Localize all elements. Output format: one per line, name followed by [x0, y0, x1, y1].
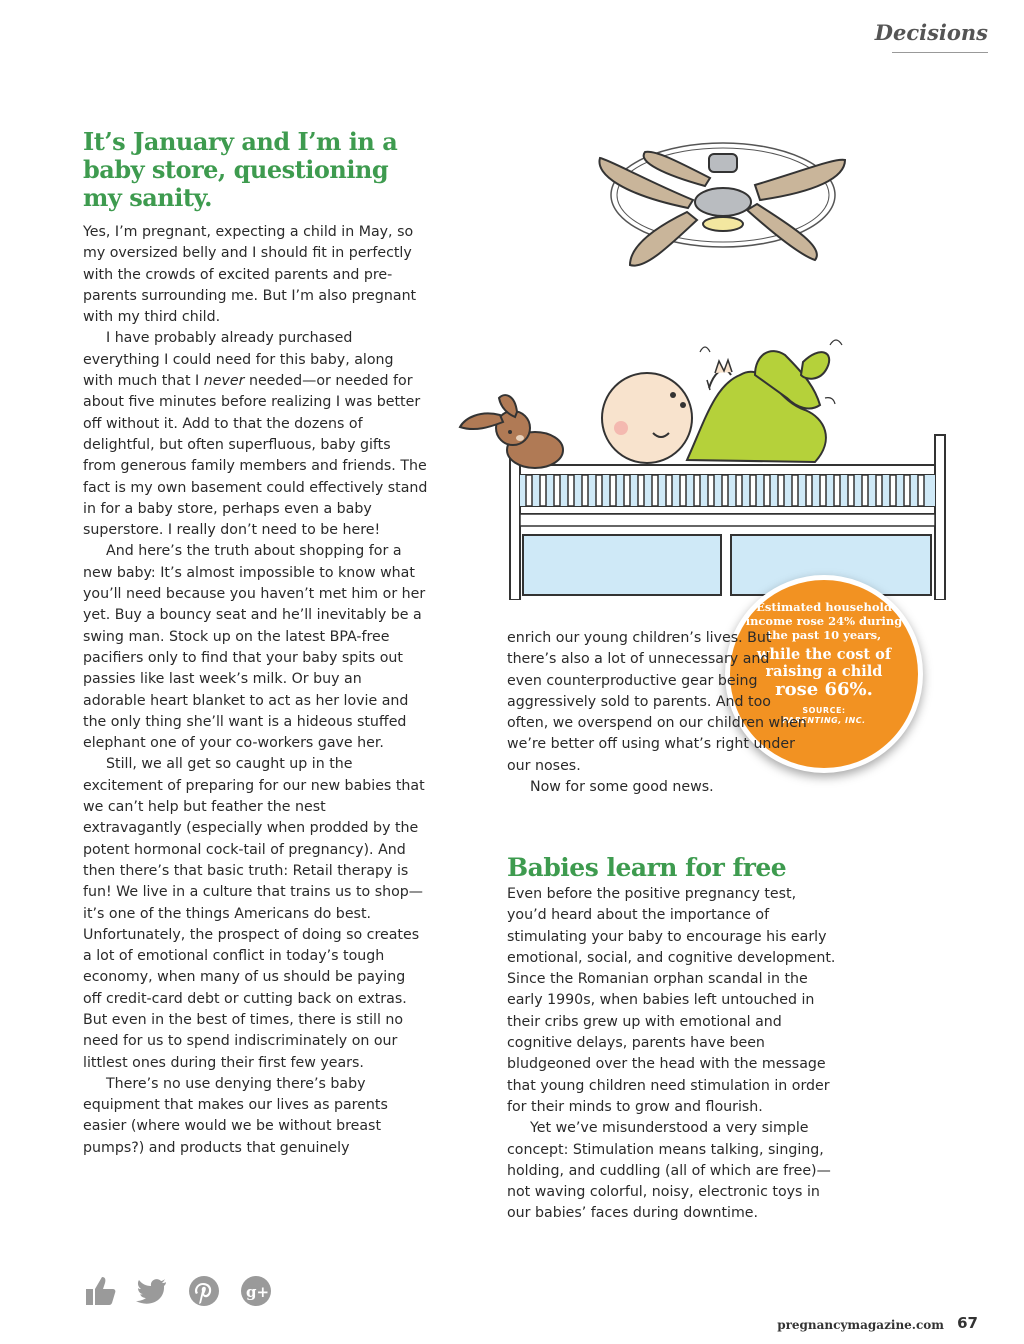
pinterest-icon[interactable]: [187, 1274, 221, 1308]
badge-text-cost: while the cost of raising a child: [756, 646, 892, 680]
thumbs-up-icon[interactable]: [83, 1274, 117, 1308]
paragraph: And here’s the truth about shopping for a new baby: It’s almost impossible to know what you’ll need because you haven’t met him or her yet. Buy a bouncy seat and he’ll inevitably be a swing man. Stock up on the latest BPA-free pacifiers only to find that your baby spits out passies like last week’s milk. Or buy an adorable heart blanket to act as her lovie and the only thing she’ll want is a hideous stuffed elephant one of your co-workers gave her.: [83, 543, 426, 752]
paragraph: Even before the positive pregnancy test, you’d heard about the importance of stimulating your baby to encourage his early emotional, social, and cognitive development. Since the Romanian orphan scandal in the early 1990s, when babies left untouched in their cribs grew up with emotional and cognitive delays, parents have been bludgeoned over the head with the message that young children need stimulation in order for their minds to grow and flourish.: [507, 886, 836, 1115]
emphasis-text: never: [203, 373, 245, 390]
twitter-icon[interactable]: [135, 1274, 169, 1308]
section-subhead: Babies learn for free: [507, 853, 787, 882]
badge-source: PARENTING, INC.: [782, 716, 866, 725]
google-plus-icon[interactable]: [239, 1274, 273, 1308]
article-column-2: [507, 628, 807, 798]
paragraph: Yes, I’m pregnant, expecting a child in May, so my oversized belly and I should fit in perfectly with the crowds of excited parents and pre-parents surrounding me. But I’m also pregnant with my third child.: [83, 224, 417, 326]
page-number: 67: [957, 1314, 978, 1332]
baby-in-crib-illustration: [425, 130, 965, 600]
article-column-3: [507, 884, 837, 1225]
paragraph: There’s no use denying there’s baby equipment that makes our lives as parents easier (where would we be without breast pumps?) and products that genuinely: [83, 1075, 388, 1156]
footer-website-url: pregnancymagazine.com: [777, 1318, 944, 1332]
svg-text:g+: g+: [246, 1283, 270, 1301]
social-share-bar: [83, 1274, 273, 1308]
badge-text-percent: rose 66%.: [775, 679, 873, 700]
article-column-1: [83, 222, 428, 1159]
badge-source-label: SOURCE:: [802, 706, 846, 715]
paragraph: Yet we’ve misunderstood a very simple concept: Stimulation means talking, singing, holding, and cuddling (all of which are free)—not waving colorful, noisy, electronic toys in our babies’ faces during downtime.: [507, 1120, 831, 1222]
paragraph: I have probably already purchased everything I could need for this baby, along with much that I never needed—or needed for about five minutes before realizing I was better off without it. Add to that the dozens of delightful, but often superfluous, baby gifts from generous family members and friends. The fact is my own basement could effectively stand in for a baby store, perhaps even a baby superstore. I really don’t need to be here!: [83, 330, 428, 539]
paragraph: Now for some good news.: [530, 779, 714, 796]
ceiling-fan-illustration: [599, 143, 845, 266]
section-label: Decisions: [874, 20, 988, 45]
article-headline: It’s January and I’m in a baby store, questioning my sanity.: [83, 127, 398, 212]
paragraph: Still, we all get so caught up in the excitement of preparing for our new babies that we can’t help but feather the nest extravagantly (especially when prodded by the potent hormonal cock-tail of pregnancy). And then there’s that basic truth: Retail therapy is fun! We live in a culture that trains us to shop—it’s one of the things Americans do best. Unfortunately, the prospect of doing so creates a lot of emotional conflict in today’s tough economy, when many of us should be paying off credit-card debt or cutting back on extras. But even in the best of times, there is still no need for us to spend indiscriminately on our littlest ones during their first few years.: [83, 756, 425, 1071]
badge-text-income: Estimated household income rose 24% during the past 10 years,: [745, 600, 903, 642]
paragraph: enrich our young children’s lives. But there’s also a lot of unnecessary and even counterproductive gear being aggressively sold to parents. And too often, we overspend on our children when we’re better off using what’s right under our noses.: [507, 630, 807, 774]
section-rule: [892, 52, 988, 53]
stuffed-bunny-illustration: [460, 395, 563, 468]
baby-illustration: [602, 340, 842, 463]
